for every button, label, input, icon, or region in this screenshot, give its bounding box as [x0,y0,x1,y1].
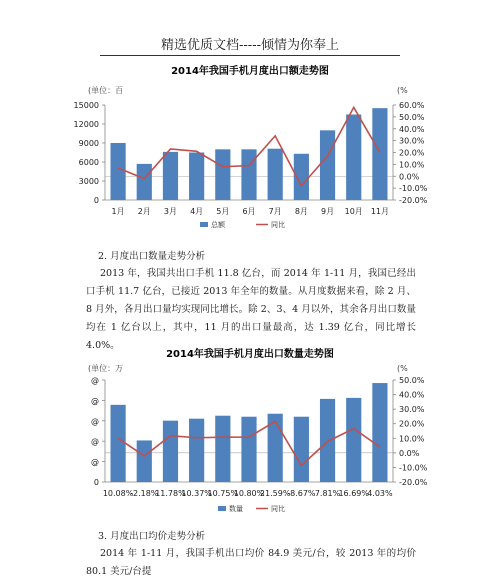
bar [163,152,178,200]
category-label: 11月 [370,207,390,216]
right-tick-label: 10.0% [399,160,425,170]
category-label: 10月 [344,207,363,216]
left-tick-label: @ [91,396,99,406]
category-label: 3月 [163,207,178,216]
right-tick-label: 40.0% [399,390,425,400]
legend-yoy-label: 同比 [271,221,285,229]
bar [110,143,125,200]
document-header: 精选优质文档-----倾情为你奉上 [161,38,339,53]
bar [189,153,204,201]
legend-total-label: 总额 [211,221,225,229]
category-label: 8月 [294,207,308,216]
left-axis-unit: (单位：万 [88,364,124,373]
bar [320,399,335,482]
chart-title: 2014年我国手机月度出口额走势图 [171,66,329,77]
left-tick-label: @ [91,416,99,426]
right-axis-unit: (% [397,364,408,373]
bar [110,405,125,482]
left-tick-label: @ [91,437,99,447]
right-tick-label: 10.0% [399,434,425,444]
right-axis-unit: (% [397,86,408,95]
category-label: -8.67% [287,489,316,498]
bar [346,398,361,482]
left-tick-label: 3000 [78,177,99,186]
bar [163,421,178,482]
legend-total-swatch [200,222,208,227]
right-tick-label: -10.0% [399,463,428,473]
category-label: 10.08% [102,489,134,498]
left-tick-label: 12000 [73,120,99,129]
category-label: 2月 [137,207,151,216]
left-tick-label: 9000 [78,139,99,148]
legend-quantity-swatch [218,506,226,511]
left-axis-unit: (单位：百 [88,86,124,95]
right-tick-label: 50.0% [399,112,425,122]
bar [320,130,335,200]
bar [372,383,387,482]
right-tick-label: -20.0% [399,478,428,487]
category-label: 21.59% [259,489,291,498]
right-tick-label: 0.0% [399,448,420,458]
category-label: 7月 [268,207,282,216]
bar [215,149,230,200]
category-label: 1月 [111,207,125,216]
category-label: 10.37% [181,489,212,498]
category-label: -2.18% [130,489,159,498]
bar [372,108,387,200]
right-tick-label: -20.0% [399,196,428,205]
export-value-chart-svg [0,60,500,240]
bar [268,149,283,200]
category-label: 10.75% [207,489,239,498]
left-tick-label: 0 [93,196,99,205]
category-label: 4月 [190,207,204,216]
category-label: 4.03% [367,489,393,498]
right-tick-label: 30.0% [399,405,425,415]
category-label: 10.80% [233,489,265,498]
bar [215,416,230,482]
category-label: 6月 [242,207,256,216]
category-label: 9月 [320,207,335,216]
bar [137,164,152,200]
legend-quantity-label: 数量 [229,505,243,513]
paragraph-average-price: 2014 年 1-11 月，我国手机出口均价 84.9 美元/台，较 2013 年的均价 80.1 美元/台提 [86,548,416,577]
section-2-title: 2. 月度出口数量走势分析 [98,251,206,262]
export-quantity-chart-svg [0,340,500,522]
header-rule [100,55,400,56]
bar [241,417,256,482]
right-tick-label: 30.0% [399,136,425,146]
paragraph-export-quantity: 2013 年，我国共出口手机 11.8 亿台，而 2014 年 1-11 月，我国已经出口手机 11.7 亿台，已接近 2013 年全年的数量。从月度数据来看，除 2 月、8 月外，各月出口量均实现同比增长。除 2、3、4 月以外，其余各月出口数量均在 1 亿台以上，其中，11 月的出口量最高，达 1.39 亿台，同比增长 4.0%。 [86,268,416,351]
bar [137,440,152,482]
right-tick-label: 20.0% [399,419,425,429]
legend-yoy-label: 同比 [271,505,285,513]
right-tick-label: 0.0% [399,172,420,182]
bar [241,149,256,200]
bar [189,419,204,482]
left-tick-label: 6000 [78,158,99,167]
section-3-title: 3. 月度出口均价走势分析 [98,531,206,542]
category-label: 11.78% [155,489,186,498]
chart-title: 2014年我国手机月度出口数量走势图 [166,349,334,360]
category-label: 16.69% [338,489,369,498]
right-tick-label: 50.0% [399,376,425,385]
export-quantity-chart [0,340,500,522]
left-tick-label: @ [91,376,99,385]
bar [294,417,309,482]
category-label: 7.81% [314,489,341,498]
left-tick-label: 0 [93,478,99,487]
right-tick-label: 60.0% [399,101,425,110]
export-value-chart [0,60,500,240]
right-tick-label: 20.0% [399,148,425,158]
left-tick-label: @ [91,457,99,467]
right-tick-label: 40.0% [399,124,425,134]
bar [346,115,361,201]
right-tick-label: -10.0% [399,184,428,194]
category-label: 5月 [216,207,230,216]
left-tick-label: 15000 [73,101,99,110]
